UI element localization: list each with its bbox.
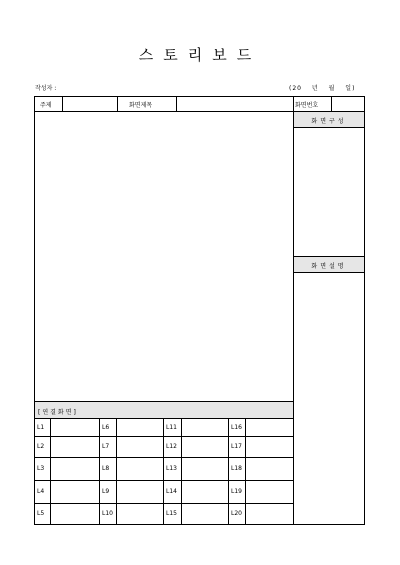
page-title: 스토리보드 bbox=[138, 46, 262, 64]
link-label: L4 bbox=[37, 488, 45, 495]
author-label: 작성자 : bbox=[35, 85, 57, 92]
link-label: L3 bbox=[37, 465, 45, 472]
link-label: L20 bbox=[231, 510, 242, 517]
link-label: L2 bbox=[37, 443, 45, 450]
description-label: 화면설명 bbox=[311, 263, 347, 270]
link-label: L16 bbox=[231, 424, 242, 431]
screen-title-field[interactable] bbox=[177, 97, 292, 110]
link-label: L5 bbox=[37, 510, 45, 517]
link-label: L17 bbox=[231, 443, 242, 450]
date-label: (20 년 월 일) bbox=[289, 85, 356, 92]
link-label: L11 bbox=[166, 424, 177, 431]
link-label: L7 bbox=[102, 443, 110, 450]
link-value-column-3[interactable] bbox=[182, 419, 227, 524]
screen-drawing-area[interactable] bbox=[35, 112, 292, 401]
link-label: L9 bbox=[102, 488, 110, 495]
link-label: L15 bbox=[166, 510, 177, 517]
subject-label: 주제 bbox=[40, 102, 52, 109]
link-col-line bbox=[228, 418, 229, 525]
link-col-line bbox=[99, 418, 100, 525]
header-divider bbox=[117, 96, 118, 111]
subject-field[interactable] bbox=[63, 97, 116, 110]
composition-label: 화면구성 bbox=[311, 118, 347, 125]
composition-field[interactable] bbox=[294, 128, 364, 256]
screen-number-label: 화면번호 bbox=[295, 102, 319, 109]
link-label: L13 bbox=[166, 465, 177, 472]
link-label: L6 bbox=[102, 424, 110, 431]
description-field[interactable] bbox=[294, 273, 364, 524]
links-header-label: [연결화면] bbox=[38, 409, 78, 416]
link-col-line bbox=[163, 418, 164, 525]
link-label: L8 bbox=[102, 465, 110, 472]
link-value-column-1[interactable] bbox=[51, 419, 98, 524]
link-label: L19 bbox=[231, 488, 242, 495]
link-label: L12 bbox=[166, 443, 177, 450]
link-label: L18 bbox=[231, 465, 242, 472]
link-label: L10 bbox=[102, 510, 113, 517]
link-value-column-2[interactable] bbox=[117, 419, 162, 524]
link-label: L14 bbox=[166, 488, 177, 495]
screen-number-field[interactable] bbox=[332, 97, 364, 110]
screen-title-label: 화면제목 bbox=[129, 102, 153, 109]
link-label: L1 bbox=[37, 424, 45, 431]
link-value-column-4[interactable] bbox=[246, 419, 292, 524]
